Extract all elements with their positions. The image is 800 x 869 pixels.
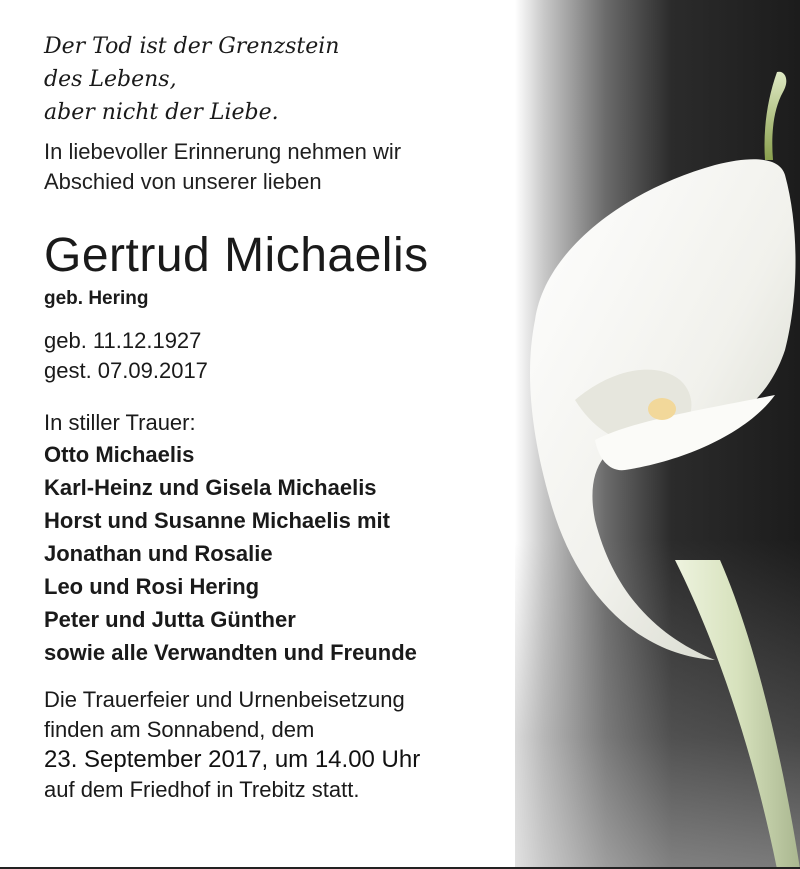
intro-text — [44, 137, 564, 197]
mourner-item: Otto Michaelis — [44, 442, 195, 467]
mourners-list — [44, 438, 564, 669]
service-line: finden am Sonnabend, dem — [44, 717, 315, 742]
mourner-item: Karl-Heinz und Gisela Michaelis — [44, 475, 377, 500]
mourner-item: Jonathan und Rosalie — [44, 541, 273, 566]
intro-line: Abschied von unserer lieben — [44, 169, 322, 194]
maiden-name: geb. Hering — [44, 288, 149, 309]
mourner-item: Leo und Rosi Hering — [44, 574, 260, 599]
service-info — [44, 685, 564, 805]
mourner-item: Horst und Susanne Michaelis mit — [44, 508, 390, 533]
quote-line: Der Tod ist der Grenzstein — [44, 34, 340, 59]
birth-date: geb. 11.12.1927 — [44, 328, 202, 353]
deceased-name: Gertrud Michaelis — [44, 229, 429, 282]
memorial-quote — [44, 30, 564, 129]
service-location: auf dem Friedhof in Trebitz statt. — [44, 777, 360, 802]
life-dates — [44, 326, 564, 386]
quote-line: aber nicht der Liebe. — [44, 100, 279, 125]
mourner-item: sowie alle Verwandten und Freunde — [44, 640, 417, 665]
obituary-text — [44, 0, 564, 805]
mourner-item: Peter und Jutta Günther — [44, 607, 296, 632]
service-date: 23. September 2017, um 14.00 Uhr — [44, 746, 421, 773]
quote-line: des Lebens, — [44, 67, 177, 92]
service-line: Die Trauerfeier und Urnenbeisetzung — [44, 687, 405, 712]
intro-line: In liebevoller Erinnerung nehmen wir — [44, 139, 402, 164]
death-date: gest. 07.09.2017 — [44, 358, 208, 383]
mourners-label: In stiller Trauer: — [44, 410, 196, 435]
